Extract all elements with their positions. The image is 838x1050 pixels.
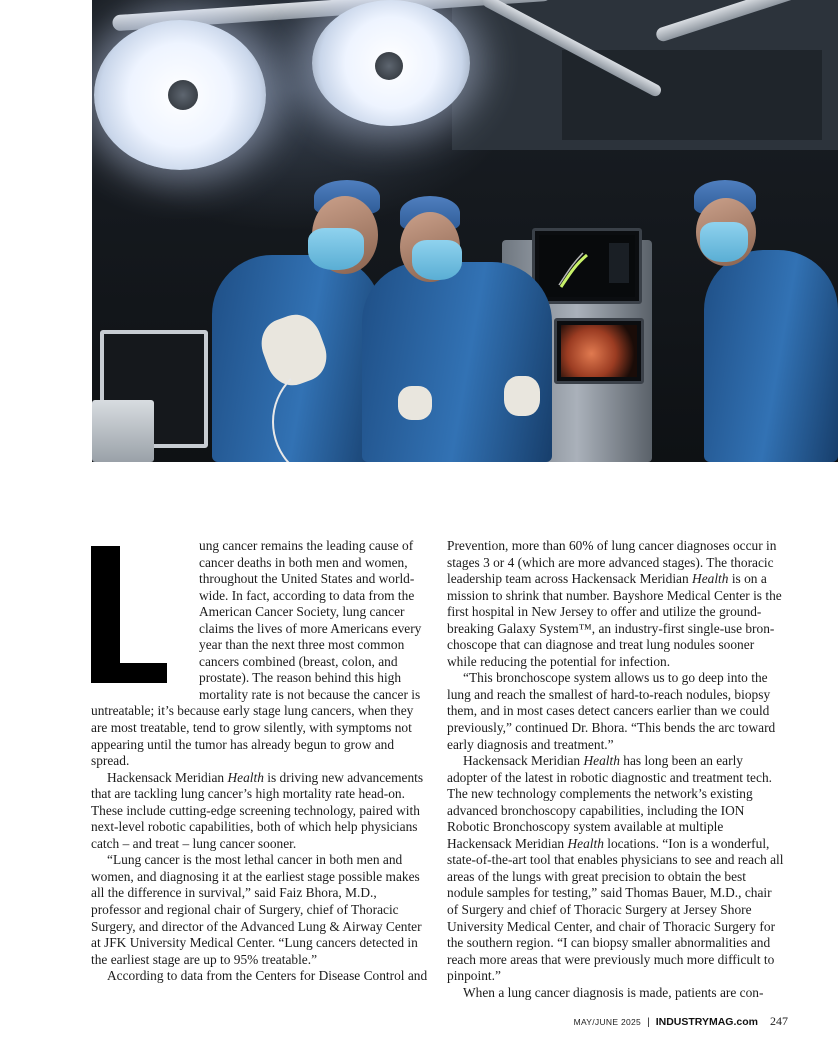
operating-room-photo	[92, 0, 838, 462]
page-footer	[574, 1014, 788, 1029]
gloved-hand	[504, 376, 540, 416]
article-paragraph: When a lung cancer diagnosis is made, patients are con-	[463, 984, 764, 1000]
lamp-handle	[375, 52, 403, 80]
article-paragraph: Hackensack Meridian Health has long been an early adopter of the latest in robotic diagnostic and treatment tech. The new technology complements the network’s existing advanced bronchoscopy capabilities, including the ION Robotic Bronchoscopy system available at multiple Hackensack Meridian Health locations. “Ion is a wonderful, state-of-the-art tool that enables physicians to see and reach all areas of the lungs with great precision to obtain the best nodule samples for testing,” said Thomas Bauer, M.D., chair of Surgery and chief of Thoracic Surgery at Jersey Shore University Medical Center, and chair of Thoracic Surgery for the southern region. “I can biopsy smaller abnormalities and reach more areas that were previously much more difficult to pinpoint.”	[447, 753, 784, 984]
issue-date: MAY/JUNE 2025	[573, 1017, 642, 1027]
equipment-cart	[92, 400, 154, 462]
article-paragraph: “This bronchoscope system allows us to go deep into the lung and reach the smallest of hard-to-reach nodules, biopsy them, and in most cases detect cancers earlier than we could previously,” continued Dr. Bhora. “This bends the arc toward early diagnosis and treatment.”	[447, 670, 776, 752]
article-column-left	[91, 538, 429, 985]
article-paragraph: “Lung cancer is the most lethal cancer in both men and women, and diagnosing it at the earliest stage possible makes all the difference in survival,” said Faiz Bhora, M.D., professor and regional chair of Surgery, chief of Thoracic Surgery, and director of the Advanced Lung & Airway Center at JFK University Medical Center. “Lung cancers detected in the earliest stage are up to 95% treatable.”	[91, 852, 422, 967]
surgical-mask	[412, 240, 462, 280]
gloved-hand	[398, 386, 432, 420]
article-paragraph: Prevention, more than 60% of lung cancer diagnoses occur in stages 3 or 4 (which are more advanced stages). The thoracic leadership team across Hackensack Meridian Health is on a mission to shrink that number. Bayshore Medical Center is the first hospital in New Jersey to offer and utilize the ground-breaking Galaxy System™, an industry-first single-use bron-choscope that can diagnose and treat lung nodules sooner while reducing the potential for infection.	[447, 538, 782, 669]
surgical-mask	[700, 222, 748, 262]
surgeon-figure	[704, 250, 838, 462]
website-link[interactable]: INDUSTRYMAG.com	[655, 1016, 758, 1028]
article-paragraph: ung cancer remains the leading cause of cancer deaths in both men and women, throughout the United States and world-wide. In fact, according to data from the American Cancer Society, lung cancer claims the lives of more Americans every year than the next three most common cancers combined (breast, colon, and prostate). The reason behind this high mortality rate is not because the cancer is untreatable; it’s because early stage lung cancers, when they are most treatable, tend to grow silently, with symptoms not appearing until the tumor has already begun to grow and spread.	[91, 538, 422, 769]
footer-separator: |	[647, 1017, 650, 1028]
camera-monitor	[554, 318, 644, 384]
airway-path-graphic	[539, 235, 635, 297]
drop-cap	[91, 546, 167, 691]
article-paragraph: Hackensack Meridian Health is driving new advancements that are tackling lung cancer’s high mortality rate head-on. These include cutting-edge screening technology, paired with next-level robotic capabilities, both of which help physicians catch – and treat – lung cancer sooner.	[91, 769, 424, 851]
surgical-mask	[308, 228, 364, 270]
page-number: 247	[770, 1014, 788, 1028]
lamp-handle	[168, 80, 198, 110]
article-paragraph: According to data from the Centers for Disease Control and	[107, 968, 428, 984]
navigation-monitor	[532, 228, 642, 304]
article-column-right	[447, 538, 785, 1001]
